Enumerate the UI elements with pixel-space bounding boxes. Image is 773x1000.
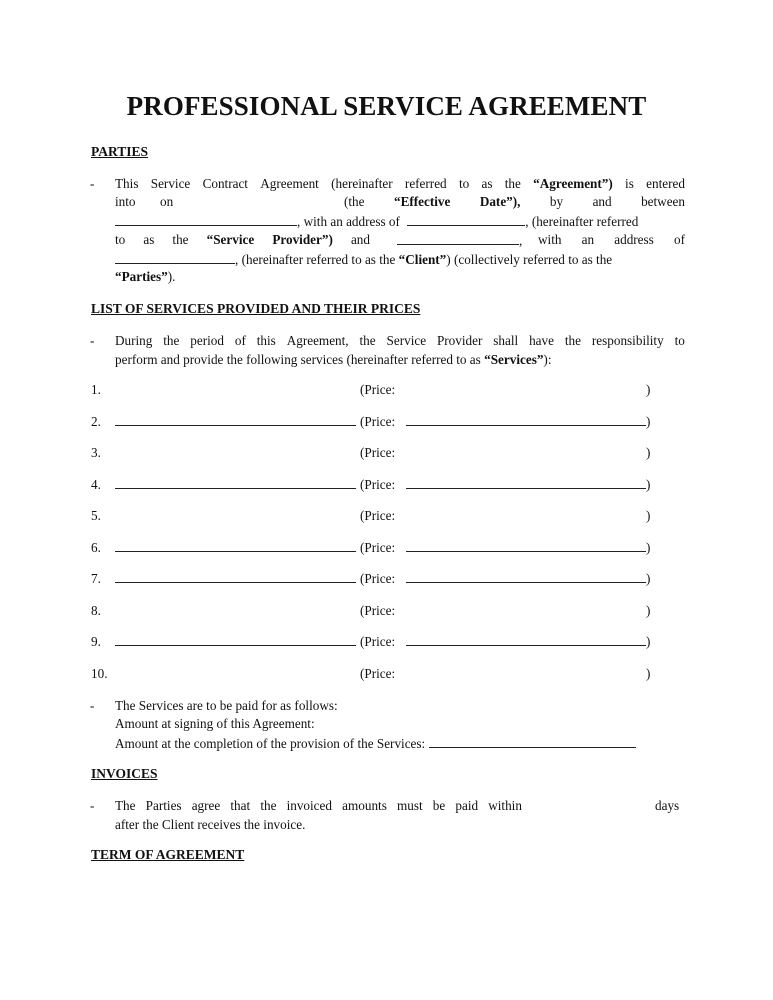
- service-price-label: (Price:: [360, 571, 396, 586]
- service-description-blank: [115, 541, 356, 552]
- service-price-label: (Price:: [360, 477, 396, 492]
- service-item-number: 8.: [91, 603, 101, 618]
- service-price-blank: [406, 635, 646, 646]
- service-price-label: (Price:: [360, 634, 396, 649]
- service-price-blank: [406, 478, 646, 489]
- client-name-blank: [397, 233, 519, 245]
- service-item-number: 6.: [91, 540, 101, 555]
- service-item-number: 1.: [91, 382, 101, 397]
- service-description-blank: [115, 478, 356, 489]
- service-price-label: (Price:: [360, 414, 396, 429]
- parties-line-1: This Service Contract Agreement (hereinafter referred to as the “Agreement”) is entered: [115, 176, 685, 191]
- service-price-label: (Price:: [360, 540, 396, 555]
- service-price-close: ): [646, 477, 651, 492]
- bullet-dash: -: [90, 333, 95, 348]
- invoices-days: days: [655, 798, 680, 813]
- completion-amount-blank: [429, 736, 636, 748]
- bullet-dash: -: [90, 798, 95, 813]
- service-price-close: ): [646, 603, 651, 618]
- parties-line-2c: (the “Effective Date”), by and between: [344, 194, 685, 209]
- parties-line-5: , (hereinafter referred to as the “Client”) (collectively referred to as the: [115, 252, 612, 266]
- service-price-close: ): [646, 571, 651, 586]
- parties-line-2a: into: [115, 194, 136, 209]
- parties-line-2b: on: [160, 194, 174, 209]
- document-title: PROFESSIONAL SERVICE AGREEMENT: [126, 91, 647, 121]
- invoices-heading: INVOICES: [91, 766, 158, 781]
- service-price-close: ): [646, 666, 651, 681]
- invoices-line-2: after the Client receives the invoice.: [115, 817, 306, 832]
- payment-terms-line-1: The Services are to be paid for as follows:: [115, 698, 338, 713]
- invoices-line-1: The Parties agree that the invoiced amounts must be paid within: [115, 798, 522, 813]
- services-intro-line-2: perform and provide the following services (hereinafter referred to as “Services”):: [115, 352, 552, 367]
- service-price-close: ): [646, 445, 651, 460]
- service-price-label: (Price:: [360, 666, 396, 681]
- term-heading: TERM OF AGREEMENT: [91, 847, 245, 862]
- service-item-number: 10.: [91, 666, 108, 681]
- bullet-dash: -: [90, 176, 95, 191]
- parties-line-4b: ,: [397, 233, 522, 247]
- service-description-blank: [115, 415, 356, 426]
- service-price-label: (Price:: [360, 508, 396, 523]
- payment-terms-line-3: Amount at the completion of the provision of the Services:: [115, 736, 636, 750]
- services-heading: LIST OF SERVICES PROVIDED AND THEIR PRICES: [91, 301, 421, 316]
- service-price-blank: [406, 541, 646, 552]
- parties-line-4a: to as the “Service Provider”) and: [115, 232, 370, 247]
- service-price-label: (Price:: [360, 603, 396, 618]
- service-price-close: ): [646, 508, 651, 523]
- service-item-number: 9.: [91, 634, 101, 649]
- service-description-blank: [115, 635, 356, 646]
- service-description-blank: [115, 572, 356, 583]
- service-price-close: ): [646, 414, 651, 429]
- parties-heading: PARTIES: [91, 144, 149, 159]
- service-price-label: (Price:: [360, 445, 396, 460]
- parties-line-3: , with an address of , (hereinafter referred: [115, 214, 638, 228]
- service-price-label: (Price:: [360, 382, 396, 397]
- parties-line-6: “Parties”).: [115, 269, 176, 284]
- service-price-close: ): [646, 634, 651, 649]
- payment-terms-line-2: Amount at signing of this Agreement:: [115, 716, 315, 731]
- service-price-blank: [406, 415, 646, 426]
- parties-line-4c: with an address of: [538, 232, 685, 247]
- service-price-close: ): [646, 382, 651, 397]
- service-item-number: 2.: [91, 414, 101, 429]
- service-item-number: 3.: [91, 445, 101, 460]
- client-address-blank: [115, 252, 235, 264]
- service-item-number: 7.: [91, 571, 101, 586]
- service-item-number: 5.: [91, 508, 101, 523]
- service-price-blank: [406, 572, 646, 583]
- bullet-dash: -: [90, 698, 95, 713]
- provider-address-blank: [407, 214, 525, 226]
- services-intro-line-1: During the period of this Agreement, the Service Provider shall have the responsibility to: [115, 333, 685, 348]
- provider-name-blank: [115, 214, 297, 226]
- service-price-close: ): [646, 540, 651, 555]
- service-item-number: 4.: [91, 477, 101, 492]
